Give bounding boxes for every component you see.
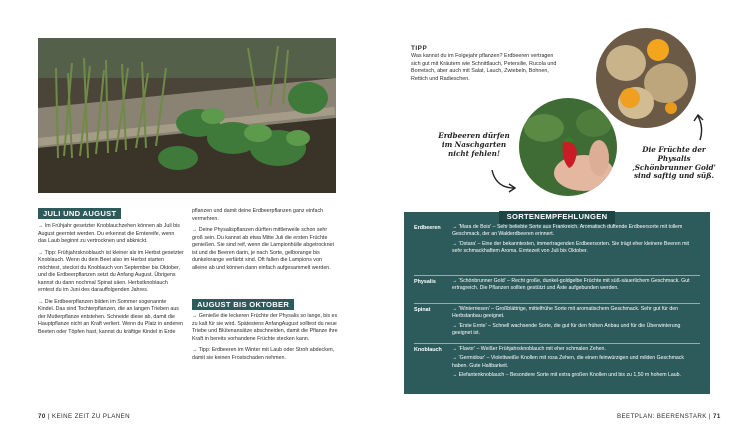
variety-item: → Elefantenknoblauch – Besondere Sorte mit extra großen Knollen und bis zu 1,50 m hohem Laub.: [452, 372, 681, 379]
handnote-physalis: Die Früchte der Physalis ‚Schönbrunner Gold' sind saftig und süß.: [632, 145, 716, 181]
row-items: [452, 346, 700, 392]
page-number: 71: [713, 413, 721, 420]
footer-left: [38, 413, 130, 422]
table-row: [414, 224, 700, 276]
row-items: [452, 278, 700, 303]
paragraph: → Deine Physalispflanzen dürften mittlerweile schon sehr groß sein. Du kannst ab etwa Mitte Juli die ersten Früchte genießen. Sie sind reif, wenn die Lampionhülle abgetrocknet ist und die Beeren darin, je nach Sorte, gelborange bis dunkelorange verfärbt sind. Oft fallen die Lampions von alleine ab und können dann einfach aufgesammelt werden.: [192, 227, 334, 271]
handnote-strawberries: Erdbeeren dürfen im Naschgarten nicht fehlen!: [438, 131, 510, 158]
left-column-1: [38, 223, 184, 340]
curved-arrow-icon: [490, 168, 518, 194]
page-number: 70: [38, 413, 46, 420]
table-row: [414, 306, 700, 344]
variety-item: → 'Germidour' – Violettweiße Knollen mit rosa Zehen, die einen feinwürzigen und milden Geschmack haben. Gute Haltbarkeit.: [452, 355, 684, 369]
row-category: Knoblauch: [414, 347, 442, 353]
paragraph: → Genieße die leckeren Früchte der Physalis so lange, bis es zu kalt für sie wird. Spätestens AnfangAugust solltest du neue Triebe und Blütenansätze abschneiden, damit die Pflanze ihre Kraft in bereits vorhandene Früchte stecken kann.: [192, 313, 338, 342]
section-heading-july-august: JULI UND AUGUST: [38, 208, 121, 219]
variety-item: → 'Winterriesen' – Großblättrige, mittelfrühe Sorte mit aromatischem Geschmack. Sehr gut für den Herbstanbau geeignet.: [452, 306, 678, 320]
tip-title: TIPP: [411, 45, 428, 52]
variety-table: [404, 212, 710, 394]
variety-item: → 'Erste Ernte' – Schnell wachsende Sorte, die gut für den frühen Anbau und für die Überwinterung geeignet ist.: [452, 322, 681, 337]
variety-item: → 'Schönbrunner Gold' – Recht große, dunkel-goldgelbe Früchte mit süß-säuerlichem Geschmack. Gut ertragreich. Die Pflanzen sollten gestützt und Äste aufgebunden werden.: [452, 278, 690, 292]
footer-title: BEETPLAN: BEERENSTARK: [617, 413, 707, 420]
footer-separator: |: [708, 413, 714, 420]
row-items: [452, 306, 700, 343]
strawberry-photo: [519, 98, 617, 196]
row-category: Physalis: [414, 279, 436, 285]
variety-item: → 'Mara de Bois' – Sehr beliebte Sorte aus Frankreich. Aromatisch duftende Erdbeersorte mit tollem Geschmack, der an Walderdbeeren erinnert.: [452, 224, 683, 238]
footer-separator: |: [47, 413, 52, 420]
table-title: SORTENEMPFEHLUNGEN: [499, 211, 616, 224]
footer-right: [617, 413, 721, 422]
row-category: Spinat: [414, 307, 431, 313]
physalis-photo: [596, 28, 696, 128]
variety-item: → 'Flavor' – Weißer Frühjahrsknoblauch mit eher schmalen Zehen.: [452, 346, 606, 352]
paragraph: → Tipp: Frühjahrsknoblauch ist kleiner als im Herbst gesetzter Knoblauch. Wenn du dein Beet also im Herbst starten möchtest, steckst du Knoblauch von September bis Oktober, und die Erdbeerpflanzen setzt du Anfang August. Übrigens kannst du dann nochmal Spinat säen. Herbstknoblauch erntest du im Juni des darauffolgenden Jahres.: [38, 249, 184, 294]
raised-bed-photo: [38, 38, 336, 193]
paragraph: → Tipp: Erdbeeren im Winter mit Laub oder Stroh abdecken, damit sie keinen Frostschaden nehmen.: [192, 347, 335, 361]
tip-box: [411, 44, 561, 84]
row-category: Erdbeeren: [414, 225, 441, 231]
tip-text: Was kannst du im Folgejahr pflanzen? Erdbeeren vertragen sich gut mit Kräutern wie Schnittlauch, Petersilie, Rucola und Borretsch, aber auch mit Salat, Lauch, Zwiebeln, Bohnen, Rettich und Radieschen.: [411, 53, 557, 83]
footer-title: KEINE ZEIT ZU PLANEN: [51, 413, 130, 420]
variety-item: → 'Ostara' – Eine der bekanntesten, immertragenden Erdbeersorten. Sie trägt eher kleinere Beeren mit sehr schmackhaftem Aroma. Erntezeit von Juli bis Oktober.: [452, 240, 689, 255]
left-column-2: [192, 208, 338, 276]
paragraph: → Im Frühjahr gesetzter Knoblauchzehen können ab Juli bis August geerntet werden. Du erkennst die Erntereife, wenn das Laub beginnt zu vertrocknen und abknickt.: [38, 223, 180, 245]
paragraph: pflanzen und damit deine Erdbeerpflanzen ganz einfach vermehren.: [192, 208, 324, 222]
section-heading-august-october: AUGUST BIS OKTOBER: [192, 299, 294, 310]
paragraph: → Die Erdbeerpflanzen bilden im Sommer sogenannte Kindel. Das sind Tochterpflanzen, die an langen Trieben aus der Mutterpflanze entstehen. Schneide diese ab, damit die Hauptpflanze nicht an Kraft verliert. Wenn du Platz in anderen Beeten oder Töpfen hast, kannst du kräftige Kindel in Erde: [38, 298, 184, 335]
left-column-2b: [192, 313, 338, 366]
up-arrow-icon: [690, 112, 710, 142]
table-row: [414, 346, 700, 392]
table-header: [404, 212, 710, 224]
table-row: [414, 278, 700, 304]
row-items: [452, 224, 700, 275]
